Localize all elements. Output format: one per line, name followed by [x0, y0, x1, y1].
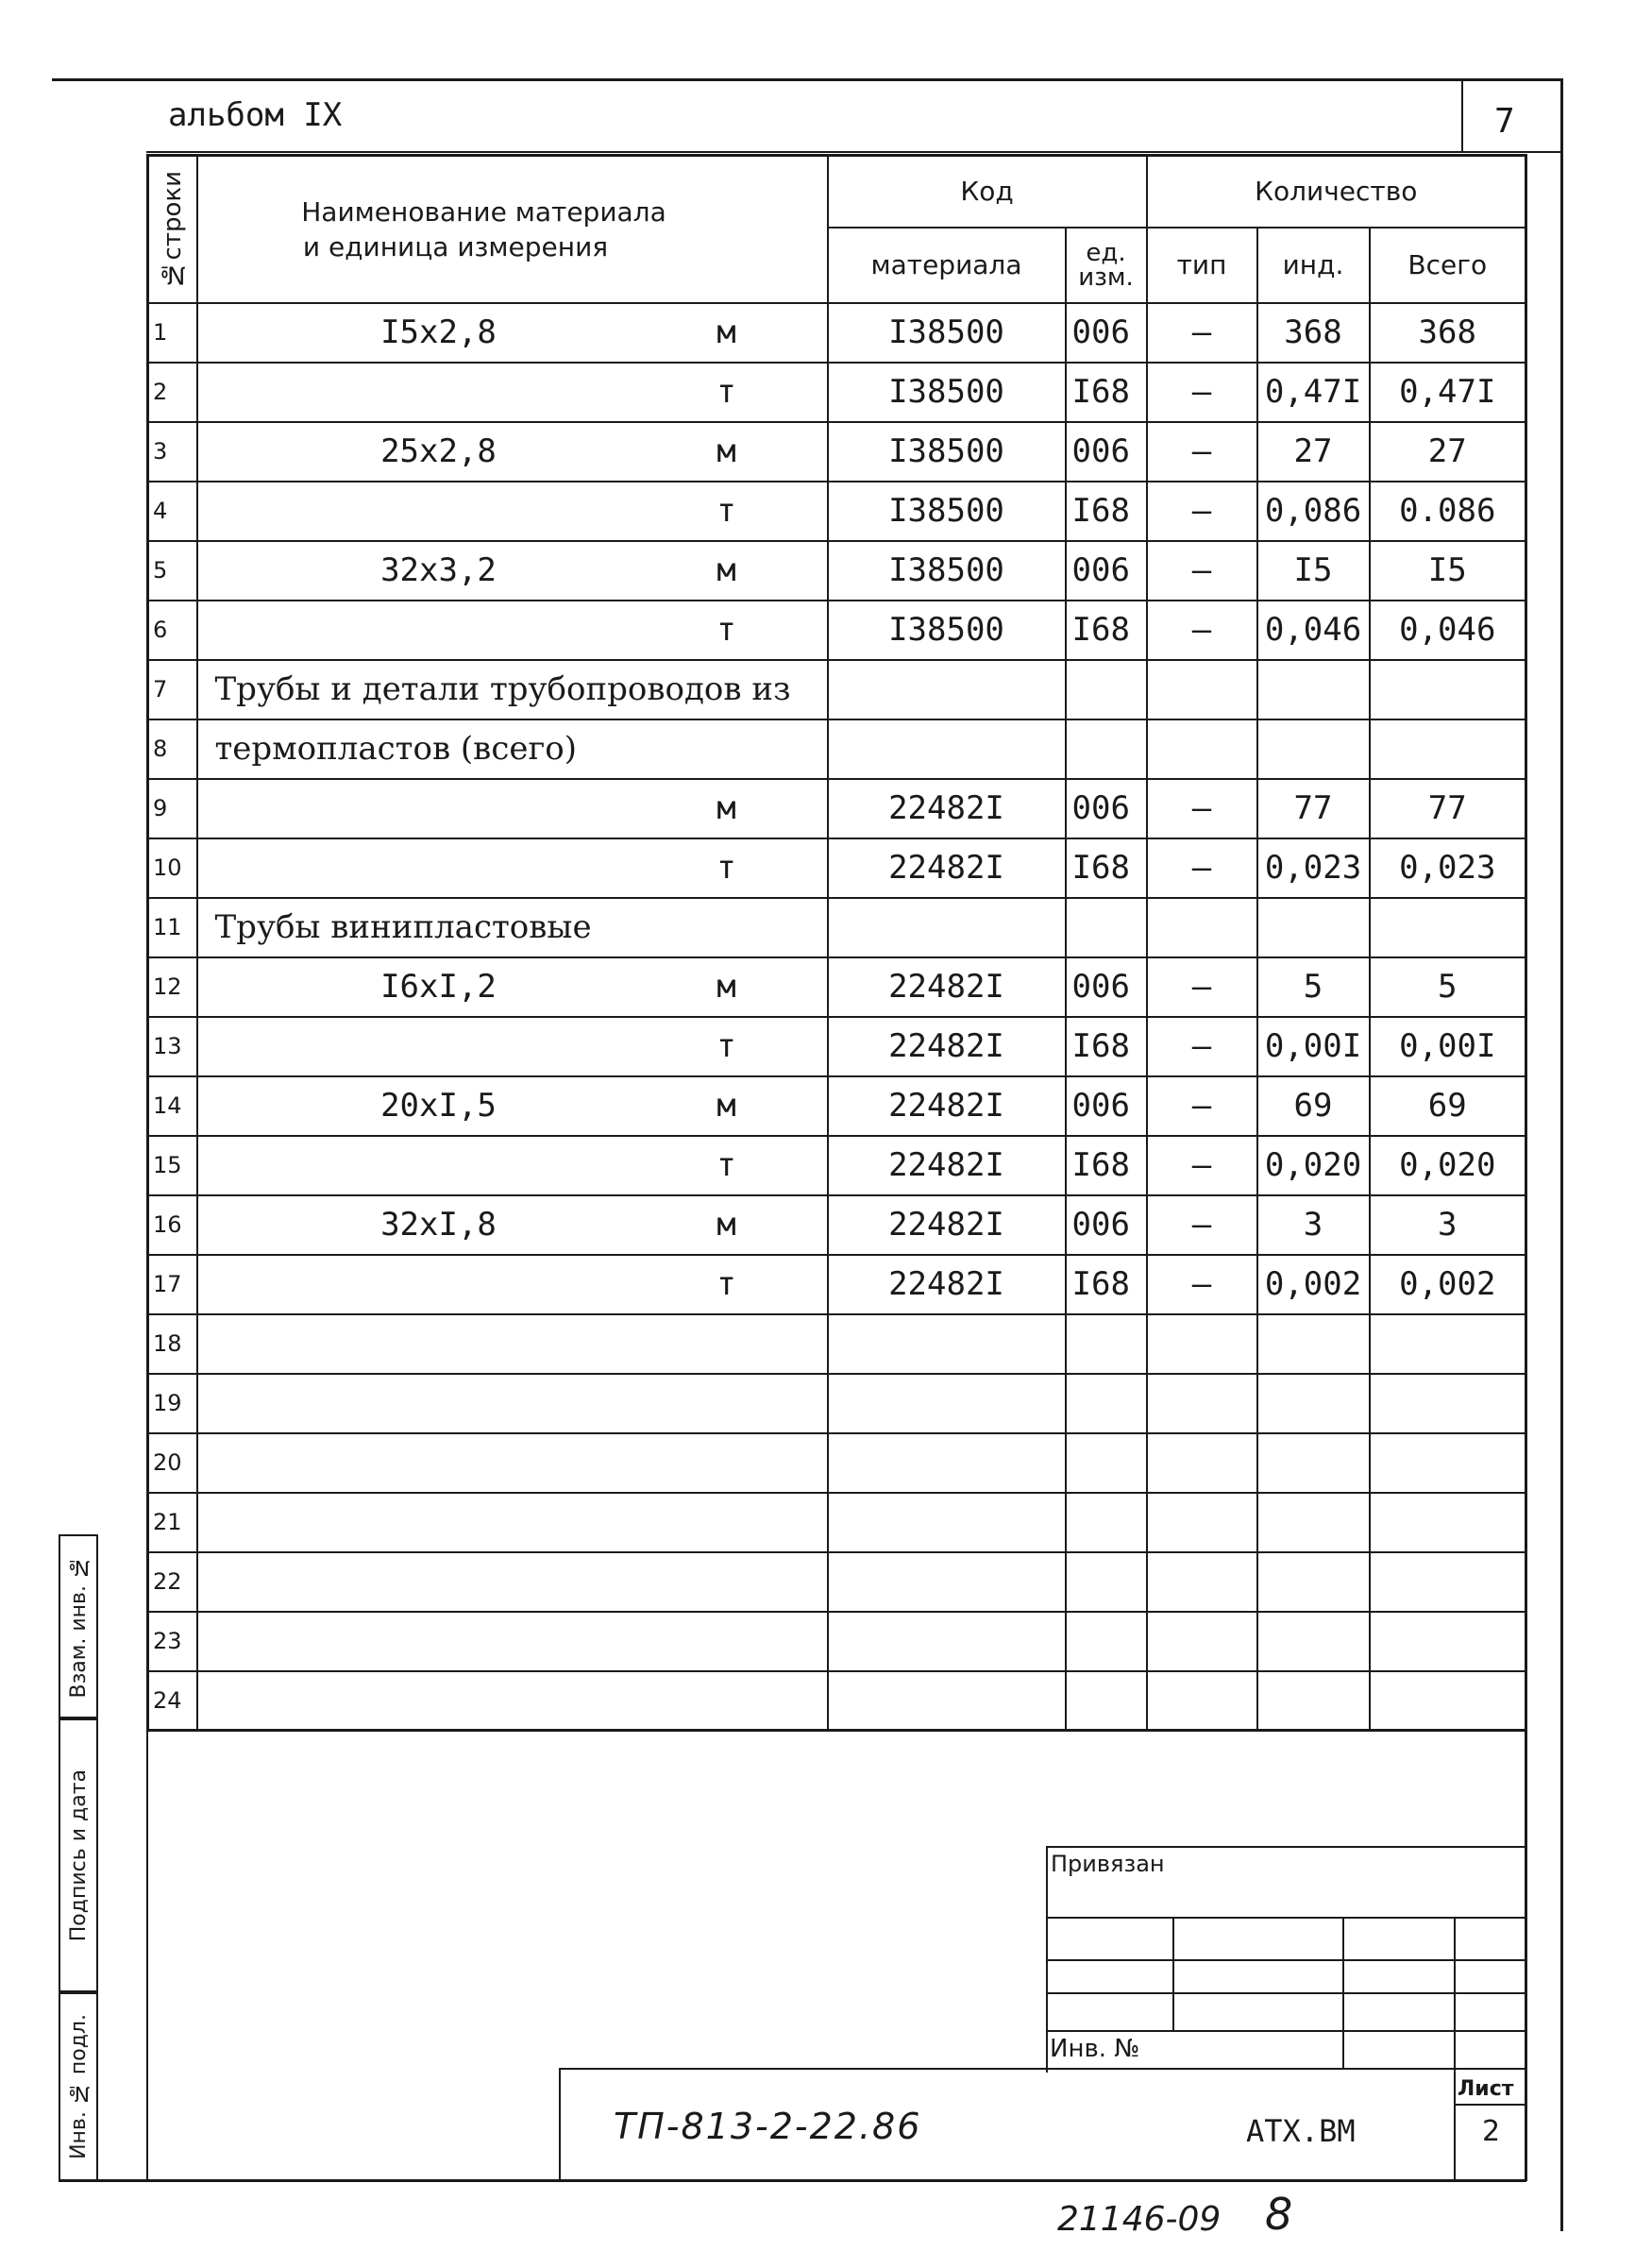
name-cell	[197, 541, 828, 601]
qty-type: –	[1147, 482, 1257, 541]
qty-total	[1370, 1433, 1526, 1493]
unit-code	[1066, 719, 1147, 779]
qty-ind: 0,046	[1257, 601, 1370, 660]
pipe-size: 32x3,2	[380, 551, 497, 589]
row-number: 2	[148, 363, 197, 422]
pipe-size: I6xI,2	[380, 968, 497, 1006]
unit-code	[1066, 1374, 1147, 1433]
material-code: 22482I	[828, 838, 1066, 898]
qty-total: 69	[1370, 1076, 1526, 1136]
qty-type-header: тип	[1147, 228, 1257, 303]
name-cell	[197, 1314, 828, 1374]
qty-type	[1147, 1552, 1257, 1612]
inv-no-label: Инв. №	[1050, 2035, 1140, 2063]
name-cell	[197, 1493, 828, 1552]
name-cell	[197, 422, 828, 482]
qty-type	[1147, 1374, 1257, 1433]
row-number: 18	[148, 1314, 197, 1374]
qty-type	[1147, 719, 1257, 779]
table-row	[148, 601, 1526, 660]
unit-code: 006	[1066, 957, 1147, 1017]
qty-type	[1147, 1433, 1257, 1493]
qty-ind: 0,00I	[1257, 1017, 1370, 1076]
table-row	[148, 1612, 1526, 1671]
row-number: 13	[148, 1017, 197, 1076]
name-header: Наименование материала и единица измерения	[197, 156, 828, 303]
row-number: 7	[148, 660, 197, 719]
table-row	[148, 541, 1526, 601]
row-number: 10	[148, 838, 197, 898]
qty-ind	[1257, 898, 1370, 957]
qty-total	[1370, 1671, 1526, 1731]
qty-type	[1147, 1671, 1257, 1731]
name-cell	[197, 303, 828, 363]
qty-total: 0,046	[1370, 601, 1526, 660]
name-cell	[197, 1136, 828, 1195]
row-number-header: №строки	[148, 156, 197, 303]
row-number: 1	[148, 303, 197, 363]
row-number: 20	[148, 1433, 197, 1493]
table-row	[148, 957, 1526, 1017]
material-code: I38500	[828, 422, 1066, 482]
qty-ind: 0,023	[1257, 838, 1370, 898]
qty-total	[1370, 719, 1526, 779]
qty-total: 0,002	[1370, 1255, 1526, 1314]
qty-type: –	[1147, 1195, 1257, 1255]
doc-mark: АТХ.ВМ	[1246, 2113, 1356, 2149]
name-cell	[197, 1433, 828, 1493]
top-border-line	[52, 78, 1562, 81]
qty-ind	[1257, 660, 1370, 719]
name-cell	[197, 1374, 828, 1433]
qty-type	[1147, 1493, 1257, 1552]
table-row	[148, 363, 1526, 422]
unit: т	[716, 849, 736, 887]
materials-table	[146, 154, 1527, 1732]
quantity-header: Количество	[1147, 156, 1526, 228]
table-row	[148, 482, 1526, 541]
pipe-size: 32xI,8	[380, 1206, 497, 1244]
qty-total	[1370, 660, 1526, 719]
sheet-number: 2	[1482, 2115, 1501, 2148]
side-label-inv: Инв. № подл.	[59, 1992, 98, 2181]
name-cell	[197, 601, 828, 660]
pipe-size: I5x2,8	[380, 313, 497, 351]
row-number: 6	[148, 601, 197, 660]
qty-ind	[1257, 1374, 1370, 1433]
unit-code: I68	[1066, 1017, 1147, 1076]
qty-total	[1370, 1314, 1526, 1374]
side-label-podpis: Подпись и дата	[59, 1718, 98, 1992]
table-row	[148, 719, 1526, 779]
unit: м	[716, 551, 736, 589]
unit-code: I68	[1066, 601, 1147, 660]
qty-total: 3	[1370, 1195, 1526, 1255]
row-number: 14	[148, 1076, 197, 1136]
qty-ind: 5	[1257, 957, 1370, 1017]
material-code	[828, 1612, 1066, 1671]
doc-block-left-line	[559, 2068, 561, 2181]
stamp-grid-vline-2	[1342, 1917, 1344, 2068]
qty-ind: 0,020	[1257, 1136, 1370, 1195]
table-row	[148, 1314, 1526, 1374]
material-code	[828, 1552, 1066, 1612]
qty-total: 5	[1370, 957, 1526, 1017]
qty-ind: 368	[1257, 303, 1370, 363]
qty-total: 77	[1370, 779, 1526, 838]
qty-ind	[1257, 1612, 1370, 1671]
unit-code	[1066, 1612, 1147, 1671]
qty-total: 0,00I	[1370, 1017, 1526, 1076]
name-text: Трубы и детали трубопроводов из	[214, 670, 791, 708]
qty-type: –	[1147, 303, 1257, 363]
qty-total: 0,023	[1370, 838, 1526, 898]
unit-code: I68	[1066, 1136, 1147, 1195]
name-cell	[197, 838, 828, 898]
code-material-header: материала	[828, 228, 1066, 303]
qty-ind: I5	[1257, 541, 1370, 601]
qty-total	[1370, 1493, 1526, 1552]
pipe-size: 25x2,8	[380, 432, 497, 470]
row-number: 19	[148, 1374, 197, 1433]
table-row	[148, 1433, 1526, 1493]
qty-ind: 0,47I	[1257, 363, 1370, 422]
qty-type: –	[1147, 1136, 1257, 1195]
unit-code	[1066, 1552, 1147, 1612]
qty-ind-header: инд.	[1257, 228, 1370, 303]
stamp-right-line	[1525, 1728, 1527, 2181]
material-code	[828, 660, 1066, 719]
name-cell	[197, 1612, 828, 1671]
privyazan-label: Привязан	[1051, 1851, 1165, 1877]
side-frame-line	[146, 1534, 148, 2181]
row-number: 15	[148, 1136, 197, 1195]
qty-ind: 27	[1257, 422, 1370, 482]
unit: м	[716, 1087, 736, 1125]
unit-code	[1066, 1671, 1147, 1731]
qty-ind	[1257, 719, 1370, 779]
material-code: 22482I	[828, 1076, 1066, 1136]
qty-total	[1370, 1552, 1526, 1612]
material-code	[828, 1314, 1066, 1374]
name-cell	[197, 898, 828, 957]
unit: т	[716, 1027, 736, 1065]
row-number: 5	[148, 541, 197, 601]
name-cell	[197, 1671, 828, 1731]
table-row	[148, 838, 1526, 898]
name-cell	[197, 719, 828, 779]
material-code: 22482I	[828, 957, 1066, 1017]
row-number: 21	[148, 1493, 197, 1552]
qty-type: –	[1147, 779, 1257, 838]
name-cell	[197, 482, 828, 541]
table-row	[148, 1493, 1526, 1552]
row-number: 9	[148, 779, 197, 838]
row-number: 17	[148, 1255, 197, 1314]
album-label: альбом IX	[168, 96, 343, 134]
right-border-line	[1560, 78, 1563, 2231]
pipe-size: 20xI,5	[380, 1087, 497, 1125]
unit-code: I68	[1066, 363, 1147, 422]
table-row	[148, 779, 1526, 838]
page-number-divider	[1461, 78, 1463, 153]
name-cell	[197, 660, 828, 719]
unit-code: 006	[1066, 1195, 1147, 1255]
unit-code	[1066, 1433, 1147, 1493]
side-label-vzam: Взам. инв. №	[59, 1534, 98, 1718]
unit-code	[1066, 660, 1147, 719]
unit-code: 006	[1066, 541, 1147, 601]
row-number: 4	[148, 482, 197, 541]
qty-ind: 77	[1257, 779, 1370, 838]
table-row	[148, 1552, 1526, 1612]
qty-type: –	[1147, 1076, 1257, 1136]
material-code: 22482I	[828, 1195, 1066, 1255]
name-cell	[197, 363, 828, 422]
row-number: 12	[148, 957, 197, 1017]
name-text: термопластов (всего)	[214, 730, 578, 768]
unit-code: 006	[1066, 303, 1147, 363]
unit: м	[716, 313, 736, 351]
qty-ind: 3	[1257, 1195, 1370, 1255]
row-number: 11	[148, 898, 197, 957]
unit: м	[716, 432, 736, 470]
unit: т	[716, 1146, 736, 1184]
code-header: Код	[828, 156, 1147, 228]
qty-ind	[1257, 1671, 1370, 1731]
row-number: 3	[148, 422, 197, 482]
page-number: 7	[1494, 102, 1515, 141]
handwritten-sheet: 8	[1265, 2189, 1293, 2240]
name-cell	[197, 1076, 828, 1136]
name-cell	[197, 1017, 828, 1076]
sheet-label-line	[1454, 2104, 1526, 2106]
qty-type: –	[1147, 601, 1257, 660]
unit-code: 006	[1066, 1076, 1147, 1136]
qty-ind: 0,002	[1257, 1255, 1370, 1314]
qty-type: –	[1147, 957, 1257, 1017]
unit: м	[716, 968, 736, 1006]
qty-total	[1370, 1612, 1526, 1671]
unit-code: 006	[1066, 779, 1147, 838]
qty-total: 368	[1370, 303, 1526, 363]
qty-type	[1147, 1612, 1257, 1671]
qty-type	[1147, 1314, 1257, 1374]
qty-type: –	[1147, 363, 1257, 422]
material-code: I38500	[828, 601, 1066, 660]
table-row	[148, 303, 1526, 363]
name-cell	[197, 1552, 828, 1612]
unit: т	[716, 373, 736, 411]
qty-ind: 0,086	[1257, 482, 1370, 541]
unit-code	[1066, 1314, 1147, 1374]
material-code: I38500	[828, 363, 1066, 422]
qty-total: 0.086	[1370, 482, 1526, 541]
qty-type: –	[1147, 422, 1257, 482]
material-code	[828, 1493, 1066, 1552]
qty-total-header: Всего	[1370, 228, 1526, 303]
material-code	[828, 898, 1066, 957]
qty-total: 27	[1370, 422, 1526, 482]
name-text: Трубы винипластовые	[214, 908, 592, 946]
name-cell	[197, 1255, 828, 1314]
qty-ind	[1257, 1314, 1370, 1374]
qty-ind	[1257, 1552, 1370, 1612]
row-number: 22	[148, 1552, 197, 1612]
table-row	[148, 1136, 1526, 1195]
table-row	[148, 1076, 1526, 1136]
stamp-grid-vline-3	[1454, 1917, 1456, 2181]
qty-type: –	[1147, 541, 1257, 601]
doc-code: ТП-813-2-22.86	[614, 2106, 922, 2147]
material-code: 22482I	[828, 1136, 1066, 1195]
code-unit-header: ед. изм.	[1066, 228, 1147, 303]
table-row	[148, 1671, 1526, 1731]
unit-code: I68	[1066, 482, 1147, 541]
qty-type	[1147, 660, 1257, 719]
unit-code: I68	[1066, 1255, 1147, 1314]
qty-type: –	[1147, 838, 1257, 898]
material-code: 22482I	[828, 1255, 1066, 1314]
row-number: 23	[148, 1612, 197, 1671]
qty-total: 0,47I	[1370, 363, 1526, 422]
row-number: 24	[148, 1671, 197, 1731]
material-code	[828, 1374, 1066, 1433]
bottom-frame-line	[59, 2179, 1526, 2182]
table-row	[148, 898, 1526, 957]
unit: т	[716, 492, 736, 530]
row-number: 16	[148, 1195, 197, 1255]
qty-total	[1370, 1374, 1526, 1433]
table-row	[148, 1017, 1526, 1076]
qty-type	[1147, 898, 1257, 957]
stamp-grid-vline-1	[1172, 1917, 1174, 2030]
qty-total: I5	[1370, 541, 1526, 601]
material-code: I38500	[828, 482, 1066, 541]
table-row	[148, 1255, 1526, 1314]
material-code	[828, 719, 1066, 779]
table-row	[148, 1195, 1526, 1255]
material-code: I38500	[828, 541, 1066, 601]
row-number: 8	[148, 719, 197, 779]
privyazan-top-line	[1046, 1846, 1527, 1848]
doc-block-top-line	[559, 2068, 1526, 2070]
unit-code	[1066, 1493, 1147, 1552]
qty-ind	[1257, 1433, 1370, 1493]
unit: м	[716, 789, 736, 827]
handwritten-number: 21146-09	[1057, 2200, 1222, 2239]
qty-total: 0,020	[1370, 1136, 1526, 1195]
qty-ind	[1257, 1493, 1370, 1552]
sheet-label: Лист	[1458, 2077, 1514, 2101]
name-cell	[197, 1195, 828, 1255]
material-code	[828, 1433, 1066, 1493]
qty-total	[1370, 898, 1526, 957]
unit-code: I68	[1066, 838, 1147, 898]
table-row	[148, 1374, 1526, 1433]
unit: т	[716, 611, 736, 649]
material-code: 22482I	[828, 779, 1066, 838]
table-row	[148, 660, 1526, 719]
header-underline	[146, 151, 1562, 153]
unit-code	[1066, 898, 1147, 957]
qty-type: –	[1147, 1255, 1257, 1314]
unit: т	[716, 1265, 736, 1303]
unit: м	[716, 1206, 736, 1244]
material-code	[828, 1671, 1066, 1731]
qty-type: –	[1147, 1017, 1257, 1076]
material-code: I38500	[828, 303, 1066, 363]
table-row	[148, 422, 1526, 482]
unit-code: 006	[1066, 422, 1147, 482]
material-code: 22482I	[828, 1017, 1066, 1076]
name-cell	[197, 779, 828, 838]
name-cell	[197, 957, 828, 1017]
qty-ind: 69	[1257, 1076, 1370, 1136]
